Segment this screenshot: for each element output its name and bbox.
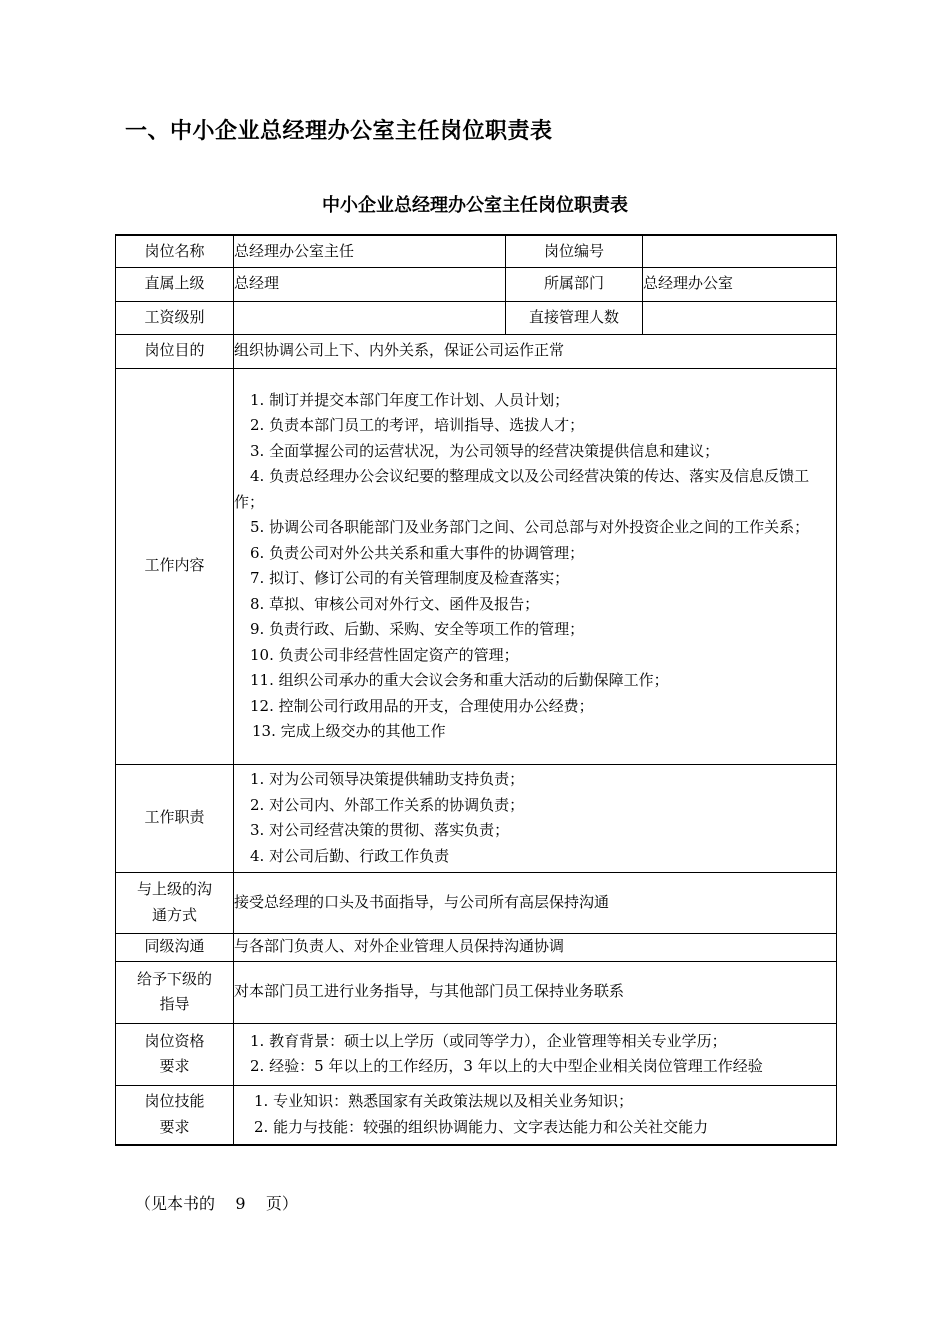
content-label: 工作内容 (116, 368, 234, 764)
dept-label: 所属部门 (506, 267, 643, 301)
table-row (116, 1023, 837, 1085)
table-row (116, 933, 837, 961)
list-item: 11. 组织公司承办的重大会议会务和重大活动的后勤保障工作； (250, 671, 669, 689)
table-row (116, 301, 837, 334)
post-name-label: 岗位名称 (116, 235, 234, 267)
peer-communication-value: 与各部门负责人、对外企业管理人员保持沟通协调 (234, 933, 837, 961)
upward-communication-value: 接受总经理的口头及书面指导，与公司所有高层保持沟通 (234, 872, 837, 933)
purpose-label: 岗位目的 (116, 334, 234, 368)
purpose-value: 组织协调公司上下、内外关系，保证公司运作正常 (234, 334, 837, 368)
skill-label-line: 岗位技能 (144, 1092, 205, 1111)
table-row (116, 872, 837, 933)
duty-list (234, 764, 837, 872)
table-row (116, 368, 837, 764)
list-item: 2. 经验：5 年以上的工作经历，3 年以上的大中型企业相关岗位管理工作经验 (250, 1057, 763, 1075)
table-title: 中小企业总经理办公室主任岗位职责表 (322, 195, 628, 216)
list-item: 1. 教育背景：硕士以上学历（或同等学力），企业管理等相关专业学历； (250, 1031, 727, 1050)
table-row (116, 961, 837, 1023)
skill-label (116, 1085, 234, 1145)
page-reference: （见本书的 9 页） (135, 1194, 298, 1213)
table-row (116, 267, 837, 301)
list-item: 4. 负责总经理办公会议纪要的整理成文以及公司经营决策的传达、落实及信息反馈工作； (234, 467, 810, 511)
list-item: 7. 拟订、修订公司的有关管理制度及检查落实； (250, 569, 570, 587)
peer-communication-label: 同级沟通 (116, 933, 234, 961)
superior-label: 直属上级 (116, 267, 234, 301)
list-item: 3. 全面掌握公司的运营状况，为公司领导的经营决策提供信息和建议； (250, 441, 720, 460)
guidance-label-line: 给予下级的 (136, 969, 212, 988)
superior-value: 总经理 (234, 267, 506, 301)
list-item: 13. 完成上级交办的其他工作 (252, 722, 446, 740)
list-item: 6. 负责公司对外公共关系和重大事件的协调管理； (250, 543, 585, 562)
post-name-value: 总经理办公室主任 (234, 235, 506, 267)
list-item: 1. 对为公司领导决策提供辅助支持负责； (250, 770, 525, 788)
post-code-value (643, 235, 837, 267)
list-item: 10. 负责公司非经营性固定资产的管理； (250, 645, 519, 664)
list-item: 12. 控制公司行政用品的开支，合理使用办公经费； (250, 696, 594, 715)
page-heading: 一、中小企业总经理办公室主任岗位职责表 (125, 119, 553, 144)
post-code-label: 岗位编号 (506, 235, 643, 267)
qualification-label (116, 1023, 234, 1085)
duty-table (115, 234, 837, 1146)
subordinate-guidance-value: 对本部门员工进行业务指导，与其他部门员工保持业务联系 (234, 961, 837, 1023)
managed-count-label: 直接管理人数 (506, 301, 643, 334)
table-row (116, 764, 837, 872)
skill-label-line: 要求 (159, 1117, 190, 1136)
list-item: 1. 制订并提交本部门年度工作计划、人员计划； (250, 390, 570, 409)
list-item: 9. 负责行政、后勤、采购、安全等项工作的管理； (250, 620, 585, 638)
skill-list (234, 1085, 837, 1145)
table-row (116, 235, 837, 267)
upward-communication-label (116, 872, 234, 933)
list-item: 8. 草拟、审核公司对外行文、函件及报告； (250, 594, 540, 613)
upward-label-line: 通方式 (151, 905, 197, 924)
list-item: 1. 专业知识：熟悉国家有关政策法规以及相关业务知识； (254, 1092, 634, 1111)
qualification-label-line: 岗位资格 (144, 1031, 205, 1050)
guidance-label-line: 指导 (159, 995, 190, 1013)
subordinate-guidance-label (116, 961, 234, 1023)
list-item: 5. 协调公司各职能部门及业务部门之间、公司总部与对外投资企业之间的工作关系； (250, 518, 810, 536)
salary-value (234, 301, 506, 334)
qualification-list (234, 1023, 837, 1085)
list-item: 4. 对公司后勤、行政工作负责 (250, 846, 450, 865)
list-item: 2. 能力与技能：较强的组织协调能力、文字表达能力和公关社交能力 (254, 1117, 709, 1136)
list-item: 2. 对公司内、外部工作关系的协调负责； (250, 795, 525, 814)
qualification-label-line: 要求 (159, 1057, 190, 1075)
table-row (116, 334, 837, 368)
upward-label-line: 与上级的沟 (136, 880, 212, 898)
table-row (116, 1085, 837, 1145)
salary-label: 工资级别 (116, 301, 234, 334)
list-item: 2. 负责本部门员工的考评，培训指导、选拔人才； (250, 416, 585, 434)
managed-count-value (643, 301, 837, 334)
content-list (234, 368, 837, 764)
duty-label: 工作职责 (116, 764, 234, 872)
list-item: 3. 对公司经营决策的贯彻、落实负责； (250, 821, 510, 839)
dept-value: 总经理办公室 (643, 267, 837, 301)
